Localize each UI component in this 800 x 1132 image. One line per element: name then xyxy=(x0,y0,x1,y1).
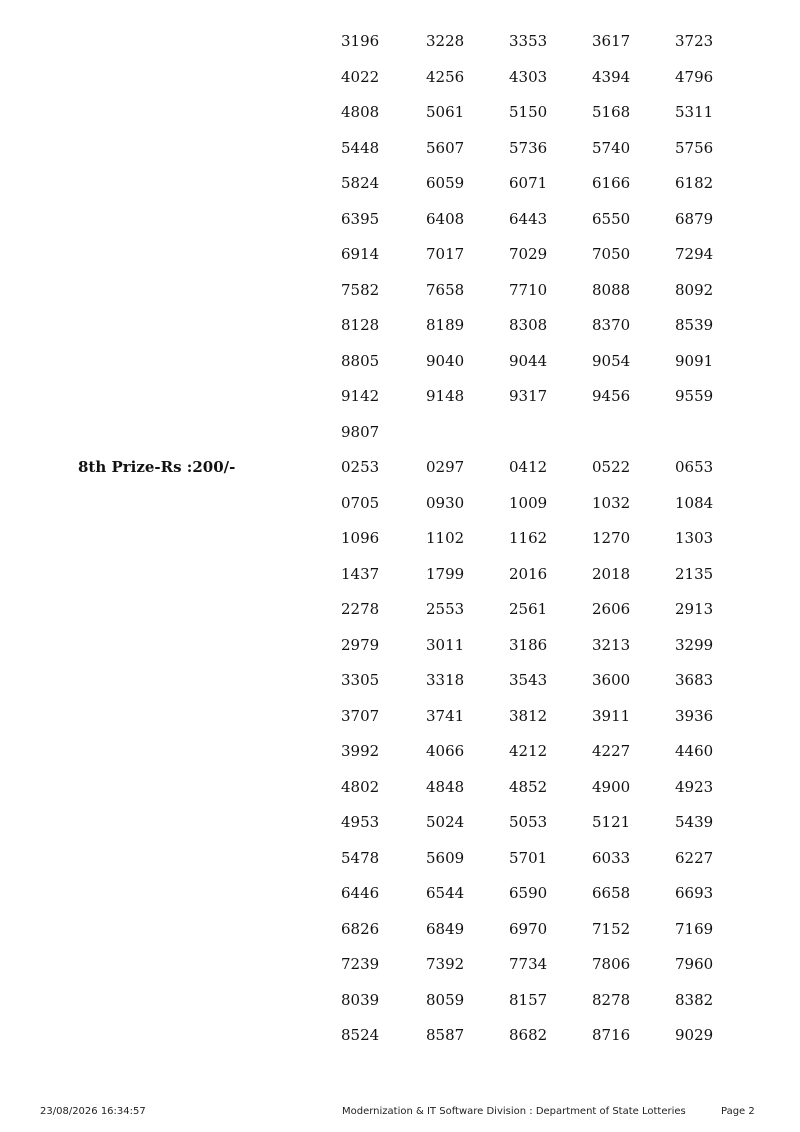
winning-number: 5824 xyxy=(341,174,380,192)
winning-number: 8157 xyxy=(509,990,548,1009)
winning-number: 0253 xyxy=(341,458,380,476)
winning-number: 9029 xyxy=(675,1026,714,1044)
winning-number: 3617 xyxy=(592,32,631,50)
winning-number: 4303 xyxy=(509,67,548,86)
number-row xyxy=(0,565,800,585)
winning-number: 2278 xyxy=(341,600,380,618)
winning-number: 0653 xyxy=(675,458,714,476)
winning-number: 7658 xyxy=(426,280,465,299)
winning-number: 9040 xyxy=(426,351,465,370)
number-row xyxy=(0,281,800,301)
winning-number: 5448 xyxy=(341,138,380,157)
winning-number: 1102 xyxy=(426,529,465,547)
winning-number: 5311 xyxy=(675,103,714,121)
winning-number: 2606 xyxy=(592,600,631,618)
winning-number: 4848 xyxy=(426,777,465,796)
prize-label: 8th Prize-Rs :200/- xyxy=(78,458,236,476)
winning-number: 6658 xyxy=(592,884,631,902)
number-row xyxy=(0,174,800,194)
winning-number: 6395 xyxy=(341,209,380,228)
winning-number: 2135 xyxy=(675,564,714,583)
winning-number: 3186 xyxy=(509,635,548,654)
winning-number: 6182 xyxy=(675,174,714,192)
number-row xyxy=(0,316,800,336)
winning-number: 3812 xyxy=(509,706,548,725)
winning-number: 8128 xyxy=(341,316,380,334)
winning-number: 8278 xyxy=(592,990,631,1009)
winning-number: 4953 xyxy=(341,813,380,831)
winning-number: 6033 xyxy=(592,848,631,867)
winning-number: 5150 xyxy=(509,103,548,121)
winning-number: 5736 xyxy=(509,138,548,157)
winning-number: 6849 xyxy=(426,919,465,938)
winning-number: 7152 xyxy=(592,919,631,938)
winning-number: 3543 xyxy=(509,671,548,689)
winning-number: 2553 xyxy=(426,600,465,618)
winning-number: 6071 xyxy=(509,174,548,192)
winning-number: 0297 xyxy=(426,458,465,476)
winning-number: 9142 xyxy=(341,387,380,405)
winning-number: 7294 xyxy=(675,245,714,263)
winning-number: 9559 xyxy=(675,387,714,405)
number-row xyxy=(0,778,800,798)
winning-number: 6544 xyxy=(426,884,465,902)
winning-number: 5756 xyxy=(675,138,714,157)
winning-number: 3305 xyxy=(341,671,380,689)
number-row xyxy=(0,210,800,230)
winning-number: 3228 xyxy=(426,32,465,50)
winning-number: 7806 xyxy=(592,955,631,973)
number-row xyxy=(0,68,800,88)
winning-number: 3992 xyxy=(341,742,380,760)
winning-number: 9054 xyxy=(592,351,631,370)
winning-number: 7960 xyxy=(675,955,714,973)
number-row xyxy=(0,458,800,478)
winning-number: 4852 xyxy=(509,777,548,796)
winning-number: 3213 xyxy=(592,635,631,654)
winning-number: 6166 xyxy=(592,174,631,192)
winning-number: 6693 xyxy=(675,884,714,902)
winning-number: 7169 xyxy=(675,919,714,938)
winning-number: 4802 xyxy=(341,777,380,796)
winning-number: 8805 xyxy=(341,351,380,370)
winning-number: 9044 xyxy=(509,351,548,370)
winning-number: 9317 xyxy=(509,387,548,405)
winning-number: 3723 xyxy=(675,32,714,50)
winning-number: 3196 xyxy=(341,32,380,50)
winning-number: 7239 xyxy=(341,955,380,973)
footer-timestamp: 23/08/2026 16:34:57 xyxy=(40,1106,146,1117)
winning-number: 3741 xyxy=(426,706,465,725)
number-row xyxy=(0,352,800,372)
winning-number: 4460 xyxy=(675,742,714,760)
winning-number: 4796 xyxy=(675,67,714,86)
winning-number: 5740 xyxy=(592,138,631,157)
winning-number: 4066 xyxy=(426,742,465,760)
winning-number: 8524 xyxy=(341,1026,380,1044)
winning-number: 1270 xyxy=(592,529,631,547)
winning-number: 6059 xyxy=(426,174,465,192)
winning-number: 7392 xyxy=(426,955,465,973)
winning-number: 5701 xyxy=(509,848,548,867)
winning-number: 6590 xyxy=(509,884,548,902)
number-row xyxy=(0,813,800,833)
winning-number: 4808 xyxy=(341,103,380,121)
winning-number: 6443 xyxy=(509,209,548,228)
winning-number: 3911 xyxy=(592,706,631,725)
winning-number: 3318 xyxy=(426,671,465,689)
number-row xyxy=(0,245,800,265)
winning-number: 2018 xyxy=(592,564,631,583)
winning-number: 5168 xyxy=(592,103,631,121)
winning-number: 6446 xyxy=(341,884,380,902)
number-row xyxy=(0,1026,800,1046)
footer-division: Modernization & IT Software Division : Department of State Lotteries xyxy=(342,1106,686,1117)
number-row xyxy=(0,494,800,514)
winning-number: 6408 xyxy=(426,209,465,228)
number-row xyxy=(0,636,800,656)
winning-number: 5061 xyxy=(426,103,465,121)
winning-number: 0705 xyxy=(341,493,380,512)
number-row xyxy=(0,742,800,762)
winning-number: 7029 xyxy=(509,245,548,263)
number-row xyxy=(0,991,800,1011)
number-row xyxy=(0,707,800,727)
winning-number: 2016 xyxy=(509,564,548,583)
number-row xyxy=(0,32,800,52)
winning-number: 3936 xyxy=(675,706,714,725)
winning-number: 1303 xyxy=(675,529,714,547)
winning-number: 6826 xyxy=(341,919,380,938)
winning-number: 9456 xyxy=(592,387,631,405)
winning-number: 9148 xyxy=(426,387,465,405)
winning-number: 4212 xyxy=(509,742,548,760)
winning-number: 3683 xyxy=(675,671,714,689)
winning-number: 1032 xyxy=(592,493,631,512)
winning-number: 1799 xyxy=(426,564,465,583)
footer-page-number: Page 2 xyxy=(721,1106,755,1117)
winning-number: 5478 xyxy=(341,848,380,867)
winning-number: 0930 xyxy=(426,493,465,512)
winning-number: 1437 xyxy=(341,564,380,583)
winning-number: 4227 xyxy=(592,742,631,760)
winning-number: 1084 xyxy=(675,493,714,512)
number-row xyxy=(0,387,800,407)
number-row xyxy=(0,103,800,123)
winning-number: 8059 xyxy=(426,990,465,1009)
winning-number: 2913 xyxy=(675,600,714,618)
number-row xyxy=(0,955,800,975)
winning-number: 4923 xyxy=(675,777,714,796)
winning-number: 5439 xyxy=(675,813,714,831)
number-row xyxy=(0,139,800,159)
winning-number: 2561 xyxy=(509,600,548,618)
number-row xyxy=(0,529,800,549)
winning-number: 6550 xyxy=(592,209,631,228)
number-row xyxy=(0,849,800,869)
winning-number: 3353 xyxy=(509,32,548,50)
winning-number: 7050 xyxy=(592,245,631,263)
winning-number: 9091 xyxy=(675,351,714,370)
winning-number: 8682 xyxy=(509,1026,548,1044)
winning-number: 5024 xyxy=(426,813,465,831)
winning-number: 6970 xyxy=(509,919,548,938)
winning-number: 2979 xyxy=(341,635,380,654)
winning-number: 3011 xyxy=(426,635,465,654)
number-row xyxy=(0,884,800,904)
winning-number: 0522 xyxy=(592,458,631,476)
winning-number: 8189 xyxy=(426,316,465,334)
winning-number: 8539 xyxy=(675,316,714,334)
winning-number: 7734 xyxy=(509,955,548,973)
winning-number: 0412 xyxy=(509,458,548,476)
winning-number: 8092 xyxy=(675,280,714,299)
winning-number: 4394 xyxy=(592,67,631,86)
winning-number: 3299 xyxy=(675,635,714,654)
winning-number: 4256 xyxy=(426,67,465,86)
winning-number: 1096 xyxy=(341,529,380,547)
winning-number: 7017 xyxy=(426,245,465,263)
winning-number: 5609 xyxy=(426,848,465,867)
winning-number: 1162 xyxy=(509,529,548,547)
winning-number: 8716 xyxy=(592,1026,631,1044)
winning-number: 6914 xyxy=(341,245,380,263)
winning-number: 6879 xyxy=(675,209,714,228)
winning-number: 5607 xyxy=(426,138,465,157)
winning-number: 4900 xyxy=(592,777,631,796)
number-row xyxy=(0,600,800,620)
winning-number: 6227 xyxy=(675,848,714,867)
winning-number: 8382 xyxy=(675,990,714,1009)
winning-number: 8088 xyxy=(592,280,631,299)
winning-number: 8587 xyxy=(426,1026,465,1044)
number-row xyxy=(0,671,800,691)
winning-number: 9807 xyxy=(341,422,380,441)
winning-number: 5053 xyxy=(509,813,548,831)
winning-number: 5121 xyxy=(592,813,631,831)
winning-number: 8370 xyxy=(592,316,631,334)
winning-number: 3600 xyxy=(592,671,631,689)
winning-number: 3707 xyxy=(341,706,380,725)
winning-number: 8039 xyxy=(341,990,380,1009)
winning-number: 7582 xyxy=(341,280,380,299)
winning-number: 4022 xyxy=(341,67,380,86)
winning-number: 1009 xyxy=(509,493,548,512)
winning-number: 8308 xyxy=(509,316,548,334)
number-row xyxy=(0,423,800,443)
winning-number: 7710 xyxy=(509,280,548,299)
number-row xyxy=(0,920,800,940)
